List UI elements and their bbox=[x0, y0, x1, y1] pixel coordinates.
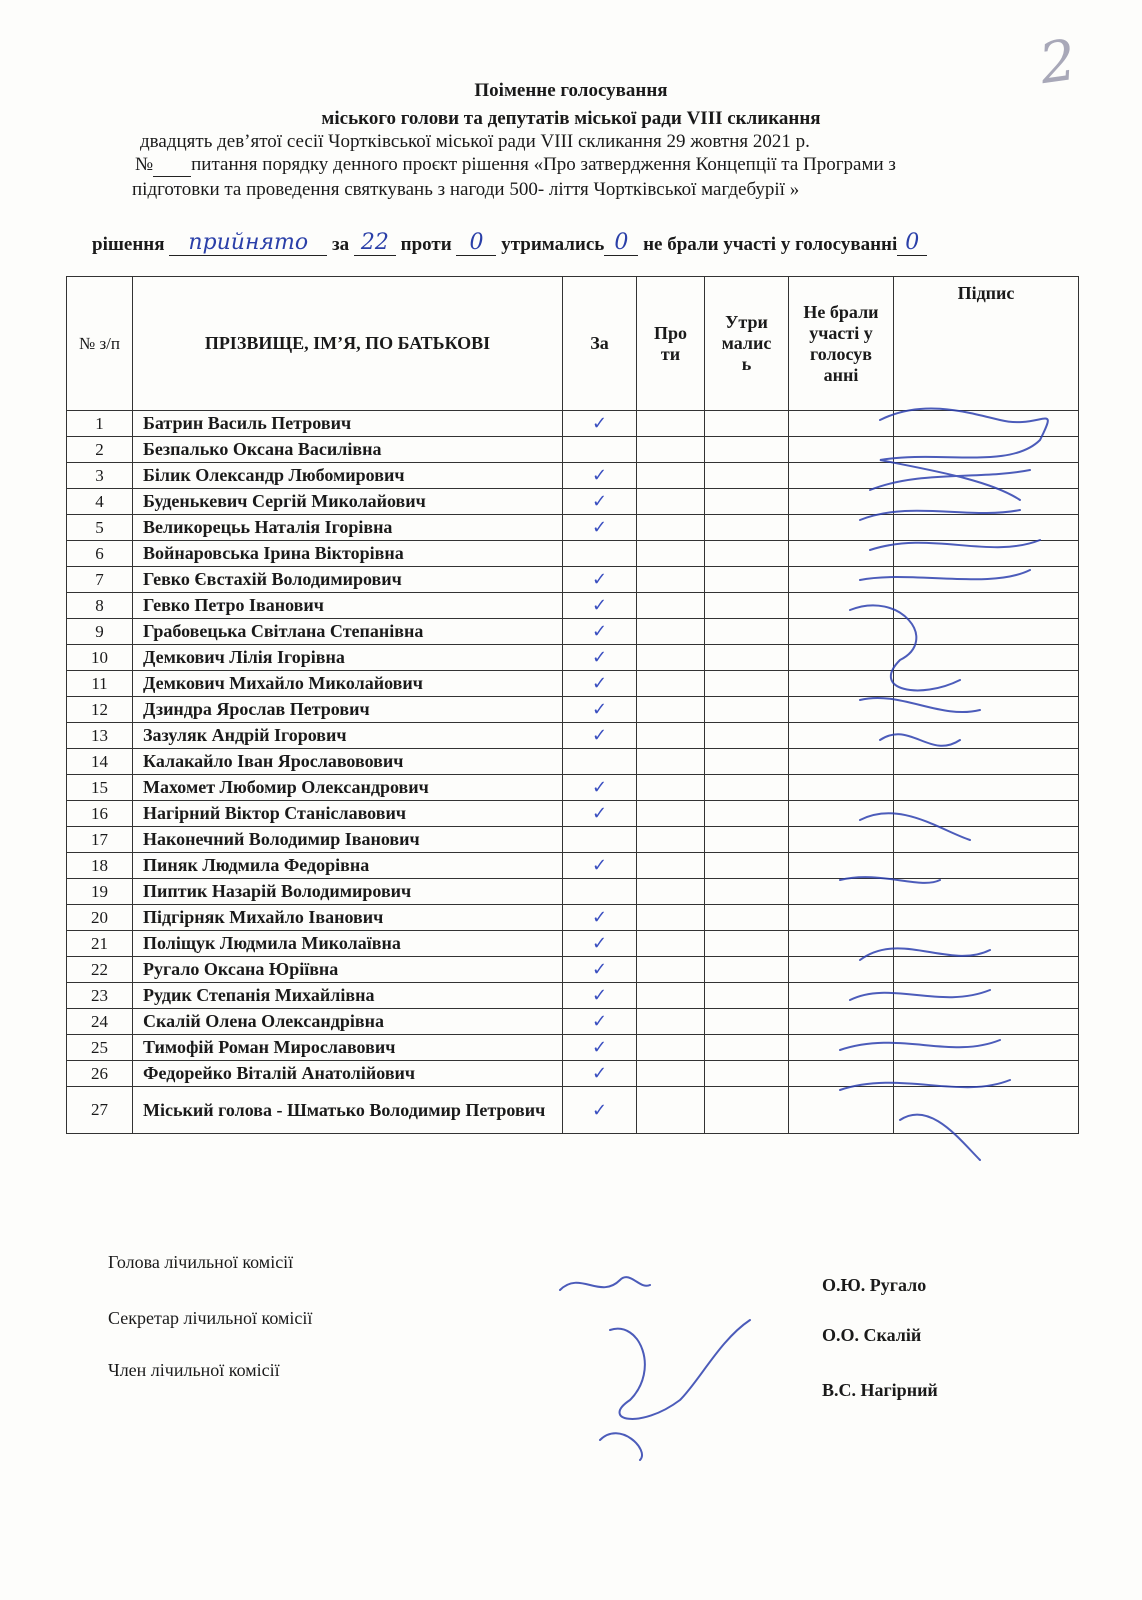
row-signature bbox=[894, 957, 1079, 983]
row-number: 25 bbox=[67, 1035, 133, 1061]
row-vote-for: ✓ bbox=[563, 905, 637, 931]
row-name: Поліщук Людмила Миколаївна bbox=[133, 931, 563, 957]
row-vote-for: ✓ bbox=[563, 645, 637, 671]
row-vote-not-voted bbox=[789, 957, 894, 983]
table-row bbox=[67, 411, 1079, 437]
row-signature bbox=[894, 801, 1079, 827]
table-row bbox=[67, 1009, 1079, 1035]
row-vote-against bbox=[637, 541, 705, 567]
table-row bbox=[67, 879, 1079, 905]
row-vote-not-voted bbox=[789, 723, 894, 749]
row-vote-against bbox=[637, 853, 705, 879]
table-row bbox=[67, 697, 1079, 723]
row-signature bbox=[894, 645, 1079, 671]
row-vote-not-voted bbox=[789, 619, 894, 645]
table-row bbox=[67, 905, 1079, 931]
question-line-2: підготовки та проведення святкувань з нагоди 500- ліття Чортківської магдебурії » bbox=[132, 179, 800, 200]
header-for: За bbox=[563, 277, 637, 411]
table-row bbox=[67, 983, 1079, 1009]
row-name: Федорейко Віталій Анатолійович bbox=[133, 1061, 563, 1087]
row-vote-not-voted bbox=[789, 437, 894, 463]
row-vote-not-voted bbox=[789, 463, 894, 489]
row-number: 18 bbox=[67, 853, 133, 879]
abstained-value: 0 bbox=[604, 231, 638, 256]
row-number: 24 bbox=[67, 1009, 133, 1035]
row-vote-against bbox=[637, 905, 705, 931]
row-number: 1 bbox=[67, 411, 133, 437]
row-signature bbox=[894, 1087, 1079, 1134]
row-vote-against bbox=[637, 567, 705, 593]
header-name: ПРІЗВИЩЕ, ІМ’Я, ПО БАТЬКОВІ bbox=[133, 277, 563, 411]
row-number: 3 bbox=[67, 463, 133, 489]
row-vote-for: ✓ bbox=[563, 1009, 637, 1035]
row-vote-abstained bbox=[705, 619, 789, 645]
row-number: 26 bbox=[67, 1061, 133, 1087]
row-number: 5 bbox=[67, 515, 133, 541]
row-vote-abstained bbox=[705, 749, 789, 775]
row-number: 9 bbox=[67, 619, 133, 645]
row-vote-against bbox=[637, 1035, 705, 1061]
row-vote-abstained bbox=[705, 983, 789, 1009]
secretary-name: О.О. Скалій bbox=[822, 1325, 922, 1345]
table-row bbox=[67, 853, 1079, 879]
row-vote-against bbox=[637, 1087, 705, 1134]
row-vote-against bbox=[637, 645, 705, 671]
row-signature bbox=[894, 775, 1079, 801]
row-vote-for: ✓ bbox=[563, 697, 637, 723]
table-row bbox=[67, 437, 1079, 463]
row-vote-against bbox=[637, 879, 705, 905]
row-name: Нагірний Віктор Станіславович bbox=[133, 801, 563, 827]
row-vote-against bbox=[637, 827, 705, 853]
row-vote-for: ✓ bbox=[563, 593, 637, 619]
row-vote-abstained bbox=[705, 957, 789, 983]
member-name: В.С. Нагірний bbox=[822, 1380, 938, 1400]
row-number: 13 bbox=[67, 723, 133, 749]
row-vote-not-voted bbox=[789, 853, 894, 879]
not-voted-value: 0 bbox=[897, 231, 927, 256]
row-vote-abstained bbox=[705, 463, 789, 489]
decision-line bbox=[92, 231, 927, 256]
row-name: Войнаровська Ірина Вікторівна bbox=[133, 541, 563, 567]
header-num: № з/п bbox=[67, 277, 133, 411]
row-vote-against bbox=[637, 1061, 705, 1087]
row-vote-for: ✓ bbox=[563, 983, 637, 1009]
signature-chair bbox=[560, 1277, 650, 1290]
row-signature bbox=[894, 1009, 1079, 1035]
doc-title: Поіменне голосування bbox=[474, 80, 668, 101]
row-signature bbox=[894, 567, 1079, 593]
row-name: Рудик Степанія Михайлівна bbox=[133, 983, 563, 1009]
row-name: Тимофій Роман Мирославович bbox=[133, 1035, 563, 1061]
row-vote-not-voted bbox=[789, 931, 894, 957]
row-vote-against bbox=[637, 723, 705, 749]
table-row bbox=[67, 1035, 1079, 1061]
row-name: Скалій Олена Олександрівна bbox=[133, 1009, 563, 1035]
row-vote-not-voted bbox=[789, 983, 894, 1009]
row-name: Калакайло Іван Ярославовович bbox=[133, 749, 563, 775]
row-vote-for bbox=[563, 827, 637, 853]
row-vote-against bbox=[637, 931, 705, 957]
row-signature bbox=[894, 463, 1079, 489]
table-row bbox=[67, 1087, 1079, 1134]
row-name: Демкович Михайло Миколайович bbox=[133, 671, 563, 697]
row-signature bbox=[894, 619, 1079, 645]
row-vote-not-voted bbox=[789, 879, 894, 905]
table-row bbox=[67, 749, 1079, 775]
row-name: Пиняк Людмила Федорівна bbox=[133, 853, 563, 879]
question-line bbox=[135, 154, 896, 177]
row-vote-abstained bbox=[705, 1009, 789, 1035]
row-signature bbox=[894, 593, 1079, 619]
member-label: Член лічильної комісії bbox=[108, 1360, 280, 1380]
row-vote-not-voted bbox=[789, 1035, 894, 1061]
row-vote-not-voted bbox=[789, 1087, 894, 1134]
row-vote-for: ✓ bbox=[563, 671, 637, 697]
row-vote-against bbox=[637, 697, 705, 723]
against-value: 0 bbox=[456, 231, 496, 256]
row-vote-for: ✓ bbox=[563, 775, 637, 801]
row-vote-not-voted bbox=[789, 1061, 894, 1087]
header-not-voted: Не брали участі у голосув анні bbox=[789, 277, 894, 411]
row-signature bbox=[894, 723, 1079, 749]
row-vote-abstained bbox=[705, 567, 789, 593]
row-number: 8 bbox=[67, 593, 133, 619]
header-against: Про ти bbox=[637, 277, 705, 411]
row-signature bbox=[894, 671, 1079, 697]
row-vote-against bbox=[637, 957, 705, 983]
row-number: 16 bbox=[67, 801, 133, 827]
row-number: 11 bbox=[67, 671, 133, 697]
row-number: 20 bbox=[67, 905, 133, 931]
row-vote-for: ✓ bbox=[563, 1087, 637, 1134]
row-vote-against bbox=[637, 619, 705, 645]
row-vote-against bbox=[637, 1009, 705, 1035]
row-vote-not-voted bbox=[789, 489, 894, 515]
row-signature bbox=[894, 411, 1079, 437]
row-vote-abstained bbox=[705, 853, 789, 879]
table-row bbox=[67, 671, 1079, 697]
row-vote-for bbox=[563, 749, 637, 775]
row-signature bbox=[894, 879, 1079, 905]
row-vote-for: ✓ bbox=[563, 489, 637, 515]
row-vote-not-voted bbox=[789, 905, 894, 931]
row-vote-against bbox=[637, 411, 705, 437]
row-name: Міський голова - Шматько Володимир Петрович bbox=[133, 1087, 563, 1134]
table-row bbox=[67, 931, 1079, 957]
row-number: 6 bbox=[67, 541, 133, 567]
row-vote-for: ✓ bbox=[563, 1061, 637, 1087]
row-name: Безпалько Оксана Василівна bbox=[133, 437, 563, 463]
row-name: Підгірняк Михайло Іванович bbox=[133, 905, 563, 931]
row-number: 21 bbox=[67, 931, 133, 957]
row-vote-not-voted bbox=[789, 593, 894, 619]
row-vote-abstained bbox=[705, 489, 789, 515]
row-vote-for: ✓ bbox=[563, 931, 637, 957]
table-row bbox=[67, 775, 1079, 801]
row-number: 2 bbox=[67, 437, 133, 463]
row-vote-for: ✓ bbox=[563, 801, 637, 827]
row-vote-not-voted bbox=[789, 775, 894, 801]
row-vote-against bbox=[637, 983, 705, 1009]
table-row bbox=[67, 723, 1079, 749]
row-vote-against bbox=[637, 801, 705, 827]
row-name: Махомет Любомир Олександрович bbox=[133, 775, 563, 801]
row-vote-against bbox=[637, 437, 705, 463]
row-vote-abstained bbox=[705, 593, 789, 619]
row-vote-not-voted bbox=[789, 541, 894, 567]
row-vote-abstained bbox=[705, 671, 789, 697]
row-signature bbox=[894, 931, 1079, 957]
table-row bbox=[67, 619, 1079, 645]
row-vote-abstained bbox=[705, 905, 789, 931]
table-row bbox=[67, 827, 1079, 853]
signature-secretary-member bbox=[600, 1320, 750, 1460]
row-number: 10 bbox=[67, 645, 133, 671]
row-number: 22 bbox=[67, 957, 133, 983]
row-name: Великорецьь Наталія Ігорівна bbox=[133, 515, 563, 541]
table-row bbox=[67, 567, 1079, 593]
row-vote-against bbox=[637, 463, 705, 489]
row-vote-for: ✓ bbox=[563, 463, 637, 489]
row-vote-for bbox=[563, 541, 637, 567]
row-vote-abstained bbox=[705, 645, 789, 671]
session-line: двадцять дев’ятої сесії Чортківської міської ради VIII скликання 29 жовтня 2021 р. bbox=[140, 131, 810, 152]
row-vote-not-voted bbox=[789, 1009, 894, 1035]
header-signature: Підпис bbox=[894, 277, 1079, 411]
vote-rows bbox=[67, 411, 1079, 1134]
row-number: 12 bbox=[67, 697, 133, 723]
row-name: Батрин Василь Петрович bbox=[133, 411, 563, 437]
row-signature bbox=[894, 983, 1079, 1009]
row-number: 4 bbox=[67, 489, 133, 515]
row-vote-abstained bbox=[705, 931, 789, 957]
row-signature bbox=[894, 749, 1079, 775]
row-vote-for: ✓ bbox=[563, 411, 637, 437]
row-name: Демкович Лілія Ігорівна bbox=[133, 645, 563, 671]
row-vote-for: ✓ bbox=[563, 619, 637, 645]
row-vote-abstained bbox=[705, 801, 789, 827]
row-signature bbox=[894, 853, 1079, 879]
table-row bbox=[67, 463, 1079, 489]
row-name: Дзиндра Ярослав Петрович bbox=[133, 697, 563, 723]
abstained-label: утримались bbox=[501, 234, 605, 255]
row-number: 17 bbox=[67, 827, 133, 853]
row-vote-for: ✓ bbox=[563, 567, 637, 593]
row-vote-abstained bbox=[705, 1087, 789, 1134]
row-number: 27 bbox=[67, 1087, 133, 1134]
row-signature bbox=[894, 1061, 1079, 1087]
row-signature bbox=[894, 697, 1079, 723]
row-name: Пиптик Назарій Володимирович bbox=[133, 879, 563, 905]
row-vote-for: ✓ bbox=[563, 957, 637, 983]
row-vote-not-voted bbox=[789, 801, 894, 827]
header-abstained: Утри малис ь bbox=[705, 277, 789, 411]
row-vote-not-voted bbox=[789, 411, 894, 437]
row-vote-not-voted bbox=[789, 749, 894, 775]
row-vote-abstained bbox=[705, 879, 789, 905]
table-row bbox=[67, 801, 1079, 827]
row-vote-abstained bbox=[705, 541, 789, 567]
table-row bbox=[67, 515, 1079, 541]
row-vote-against bbox=[637, 515, 705, 541]
row-vote-abstained bbox=[705, 723, 789, 749]
row-vote-abstained bbox=[705, 437, 789, 463]
row-vote-for bbox=[563, 437, 637, 463]
row-name: Зазуляк Андрій Ігорович bbox=[133, 723, 563, 749]
row-vote-not-voted bbox=[789, 671, 894, 697]
row-vote-abstained bbox=[705, 411, 789, 437]
row-vote-abstained bbox=[705, 697, 789, 723]
row-vote-against bbox=[637, 775, 705, 801]
question-number-blank bbox=[153, 154, 191, 177]
decision-value: прийнято bbox=[169, 231, 327, 256]
table-row bbox=[67, 645, 1079, 671]
row-vote-abstained bbox=[705, 827, 789, 853]
row-signature bbox=[894, 541, 1079, 567]
row-name: Гевко Петро Іванович bbox=[133, 593, 563, 619]
row-name: Наконечний Володимир Іванович bbox=[133, 827, 563, 853]
table-row bbox=[67, 593, 1079, 619]
doc-subtitle: міського голови та депутатів міської ради VIII скликання bbox=[321, 108, 821, 129]
row-name: Буденькевич Сергій Миколайович bbox=[133, 489, 563, 515]
not-voted-label: не брали участі у голосуванні bbox=[643, 234, 898, 255]
row-vote-for: ✓ bbox=[563, 853, 637, 879]
row-signature bbox=[894, 1035, 1079, 1061]
row-vote-against bbox=[637, 671, 705, 697]
row-vote-for bbox=[563, 879, 637, 905]
table-row bbox=[67, 1061, 1079, 1087]
table-row bbox=[67, 957, 1079, 983]
row-number: 15 bbox=[67, 775, 133, 801]
against-label: проти bbox=[400, 234, 452, 255]
row-name: Ругало Оксана Юріївна bbox=[133, 957, 563, 983]
row-vote-abstained bbox=[705, 775, 789, 801]
for-value: 22 bbox=[354, 231, 396, 256]
row-number: 23 bbox=[67, 983, 133, 1009]
row-name: Гевко Євстахій Володимирович bbox=[133, 567, 563, 593]
chair-label: Голова лічильної комісії bbox=[108, 1252, 294, 1272]
secretary-label: Секретар лічильної комісії bbox=[108, 1308, 313, 1328]
row-number: 7 bbox=[67, 567, 133, 593]
row-vote-against bbox=[637, 749, 705, 775]
vote-table bbox=[66, 276, 1079, 1134]
row-number: 14 bbox=[67, 749, 133, 775]
table-row bbox=[67, 541, 1079, 567]
row-vote-not-voted bbox=[789, 697, 894, 723]
row-vote-not-voted bbox=[789, 567, 894, 593]
row-signature bbox=[894, 905, 1079, 931]
row-vote-not-voted bbox=[789, 827, 894, 853]
row-vote-for: ✓ bbox=[563, 1035, 637, 1061]
row-signature bbox=[894, 515, 1079, 541]
row-vote-not-voted bbox=[789, 515, 894, 541]
row-vote-against bbox=[637, 593, 705, 619]
question-prefix: № bbox=[135, 154, 154, 175]
question-text: питання порядку денного проєкт рішення «Про затвердження Концепції та Програми з bbox=[191, 154, 896, 175]
row-signature bbox=[894, 437, 1079, 463]
row-signature bbox=[894, 827, 1079, 853]
row-name: Білик Олександр Любомирович bbox=[133, 463, 563, 489]
row-vote-against bbox=[637, 489, 705, 515]
row-vote-for: ✓ bbox=[563, 723, 637, 749]
row-vote-abstained bbox=[705, 1035, 789, 1061]
row-vote-abstained bbox=[705, 1061, 789, 1087]
page-number: 2 bbox=[1035, 27, 1080, 98]
row-vote-for: ✓ bbox=[563, 515, 637, 541]
for-label: за bbox=[332, 234, 350, 255]
row-vote-abstained bbox=[705, 515, 789, 541]
decision-label: рішення bbox=[92, 234, 165, 255]
chair-name: О.Ю. Ругало bbox=[822, 1275, 927, 1295]
row-number: 19 bbox=[67, 879, 133, 905]
row-name: Грабовецька Світлана Степанівна bbox=[133, 619, 563, 645]
row-signature bbox=[894, 489, 1079, 515]
row-vote-not-voted bbox=[789, 645, 894, 671]
table-row bbox=[67, 489, 1079, 515]
